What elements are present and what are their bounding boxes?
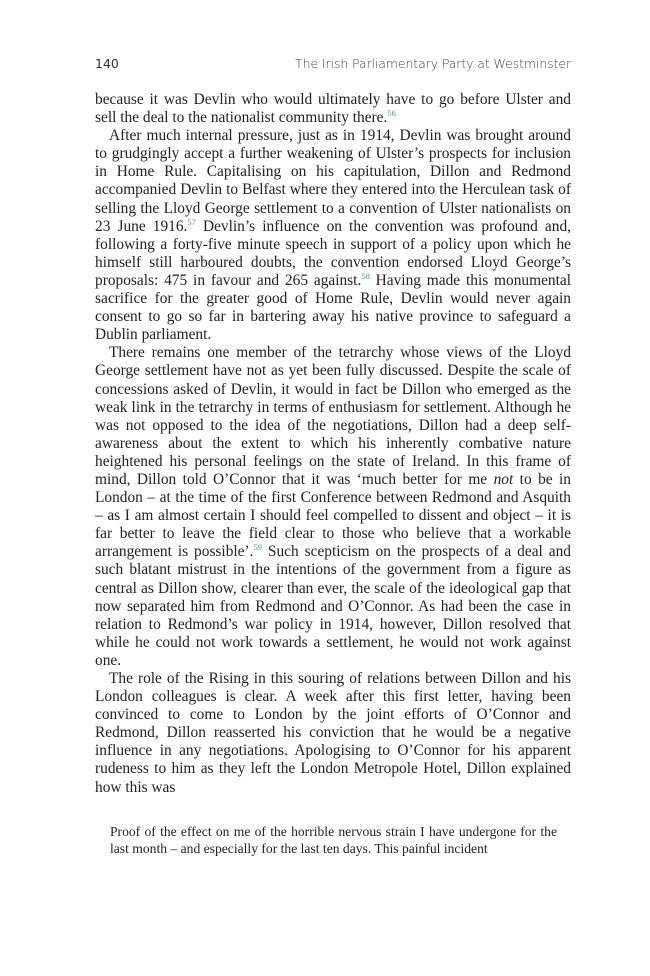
paragraph-text: because it was Devlin who would ultimately have to go before Ulster and sell the deal to the nationalist community there. (95, 91, 571, 127)
body-text (95, 91, 571, 797)
paragraph-text: to be in London – at the time of the first Conference between Redmond and Asquith – as I am almost certain I should feel compelled to dissent and object – it is far better to leave the field clear to those who believe that a workable arrangement is possible’. (95, 470, 571, 561)
footnote-reference[interactable]: 57 (187, 216, 196, 227)
paragraph-text: Such scepticism on the prospects of a deal and such blatant mistrust in the intentions of the government from a figure as central as Dillon show, clearer than ever, the scale of the ideological gap that now separated him from Redmond and O’Connor. As had been the case in relation to Redmond’s war policy in 1914, however, Dillon resolved that while he could not work towards a settlement, he would not work against one. (95, 543, 571, 669)
paragraph (95, 127, 571, 344)
footnote-reference[interactable]: 58 (361, 270, 370, 281)
paragraph-text: The role of the Rising in this souring of relations between Dillon and his London colleagues is clear. A week after this first letter, having been convinced to come to London by the joint efforts of O’Connor and Redmond, Dillon reasserted his conviction that he would be a negative influence in any negotiations. Apologising to O’Connor for his apparent rudeness to him as they left the London Metropole Hotel, Dillon explained how this was (95, 670, 571, 796)
footnote-reference[interactable]: 56 (387, 107, 396, 118)
footnote-reference[interactable]: 59 (253, 542, 262, 553)
paragraph-text: Having made this monumental sacrifice for the greater good of Home Rule, Devlin would never again consent to go so far in bartering away his native province to safeguard a Dublin parliament. (95, 271, 571, 344)
paragraph (95, 91, 571, 127)
paragraph (95, 344, 571, 670)
emphasis-text: not (493, 470, 514, 488)
paragraph-text: There remains one member of the tetrarchy whose views of the Lloyd George settlement have not as yet been fully discussed. Despite the scale of concessions asked of Devlin, it would in fact be Dillon who emerged as the weak link in the tetrarchy in terms of enthusiasm for settlement. Although he was not opposed to the idea of the negotiations, Dillon had a deep self-awareness about the extent to which his inherently combative nature heightened his personal feelings on the state of Ireland. In this frame of mind, Dillon told O’Connor that it was ‘much better for me (95, 344, 571, 488)
page-number: 140 (95, 56, 119, 71)
paragraph (95, 670, 571, 797)
paragraph-text: Devlin’s influence on the convention was profound and, following a forty-five minute speech in support of a policy upon which he himself still harboured doubts, the convention endorsed Lloyd George’s proposals: 475 in favour and 265 against. (95, 217, 571, 289)
block-quote-text: Proof of the effect on me of the horrible nervous strain I have undergone for the last month – and especially for the last ten days. This painful incident (110, 824, 557, 857)
block-quote (110, 823, 557, 857)
running-title: The Irish Parliamentary Party at Westminster (295, 56, 571, 71)
paragraph-text: After much internal pressure, just as in 1914, Devlin was brought around to grudgingly accept a further weakening of Ulster’s prospects for inclusion in Home Rule. Capitalising on his capitulation, Dillon and Redmond accompanied Devlin to Belfast where they entered into the Herculean task of selling the Lloyd George settlement to a convention of Ulster nationalists on 23 June 1916. (95, 127, 571, 235)
page-header (95, 56, 571, 74)
